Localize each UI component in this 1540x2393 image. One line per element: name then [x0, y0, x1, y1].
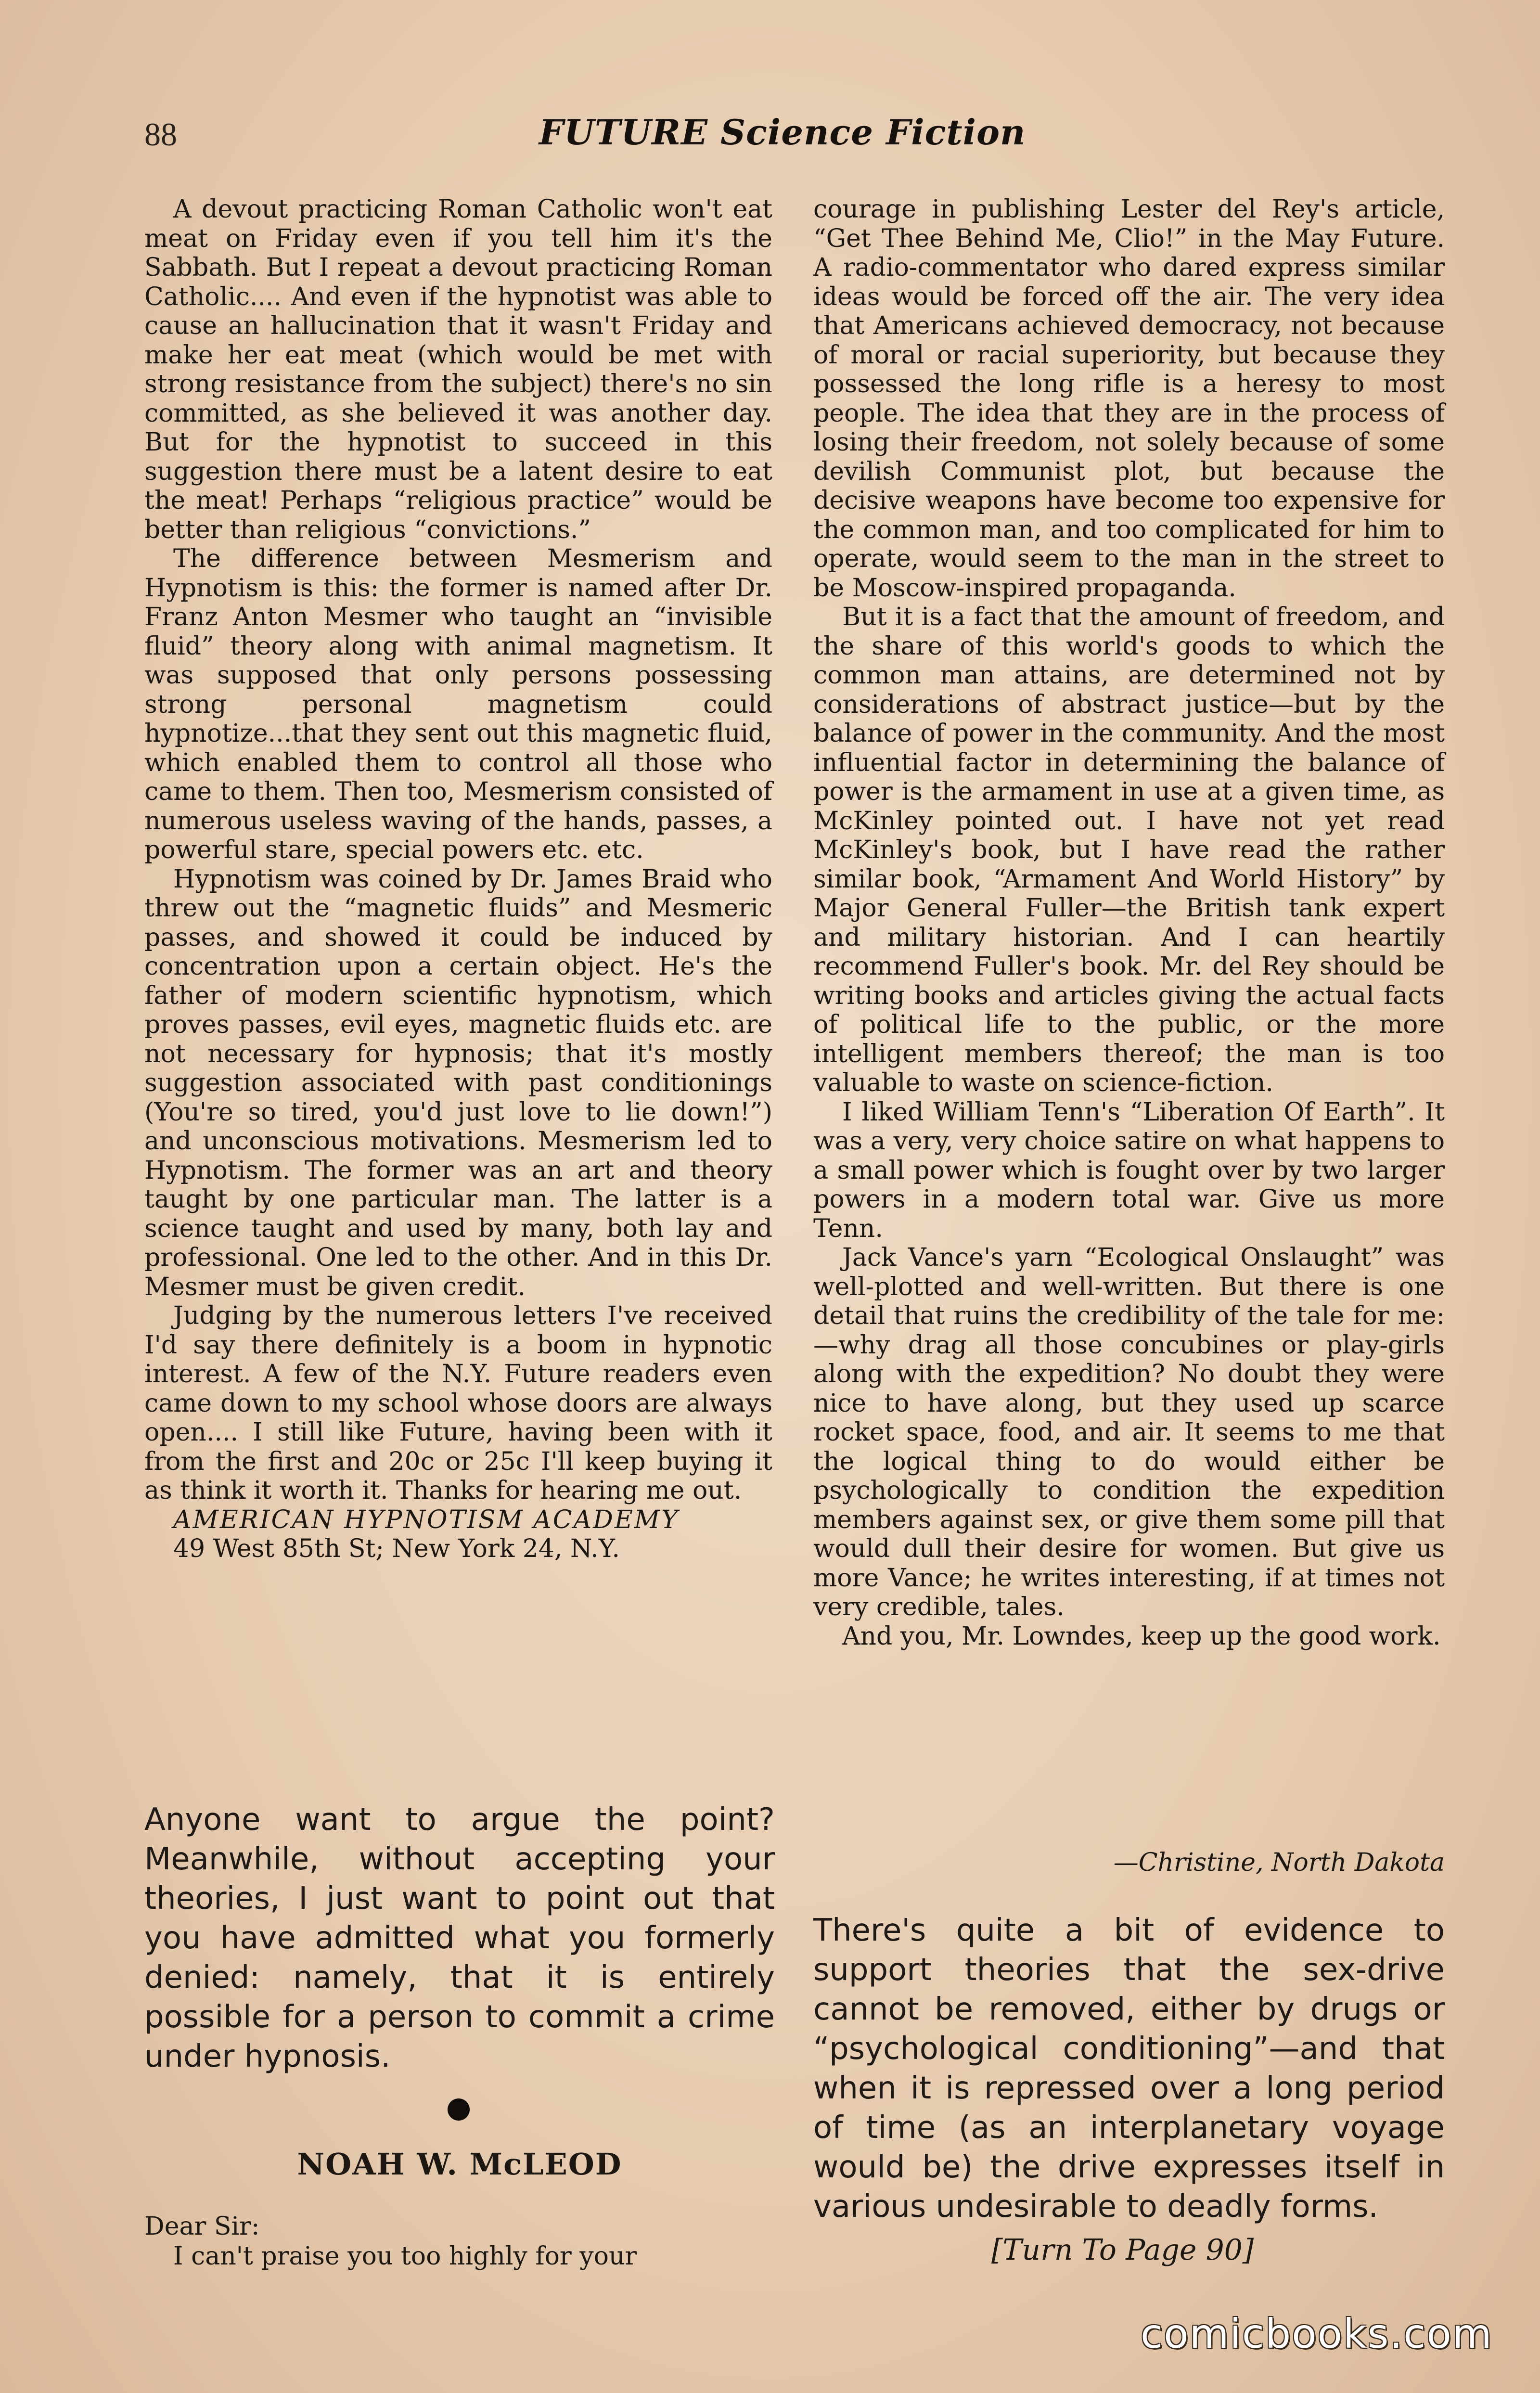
letter-opening: I can't praise you too highly for your [173, 2242, 637, 2271]
section-bullet [448, 2098, 470, 2121]
letter-paragraph: Jack Vance's yarn “Ecological Onslaught” was well-plotted and well-written. But there is one detail that ruins the credibility of the tale for me:—why drag all those concubines or play-girls along with the expedition? No doubt they were nice to have along, but they used up scarce rocket space, food, and air. It seems to me that the logical thing to do would either be psychologically to condition the expedition members against sex, or give them some pill that would dull their desire for women. But give us more Vance; he writes interesting, if at times not very credible, tales. [813, 1243, 1445, 1621]
signature-address: 49 West 85th St; New York 24, N.Y. [173, 1534, 620, 1563]
letter-paragraph: A devout practicing Roman Catholic won't eat meat on Friday even if you tell him it's the Sabbath. But I repeat a devout practicing Roman Catholic.... And even if the hypnotist was able to cause an hallucination that it wasn't Friday and make her eat meat (which would be met with strong resistance from the subject) there's no sin committed, as she believed it was another day. But for the hypnotist to succeed in this suggestion there must be a latent desire to eat the meat! Perhaps “religious practice” would be better than religious “convictions.” [144, 195, 772, 544]
letter-paragraph: And you, Mr. Lowndes, keep up the good work. [842, 1621, 1441, 1651]
editor-reply-left: Anyone want to argue the point? Meanwhile, without accepting your theories, I just want to point out that you have admitted what you formerly denied: namely, that it is entirely possible for a person to commit a crime under hypnosis. [144, 1802, 775, 2074]
letter-paragraph: Judging by the numerous letters I've received I'd say there definitely is a boom in hypnotic interest. A few of the N.Y. Future readers even came down to my school whose doors are always open.... I still like Future, having been with it from the first and 20c or 25c I'll keep buying it as think it worth it. Thanks for hearing me out. [144, 1301, 772, 1505]
watermark: comicbooks.com [1141, 2310, 1493, 2357]
letter-paragraph: Hypnotism was coined by Dr. James Braid who threw out the “magnetic fluids” and Mesmeric passes, and showed it could be induced by concentration upon a certain object. He's the father of modern scientific hypnotism, which proves passes, evil eyes, magnetic fluids etc. are not necessary for hypnosis; that it's mostly suggestion associated with past conditionings (You're so tired, you'd just love to lie down!”) and unconscious motivations. Mesmerism led to Hypnotism. The former was an art and theory taught by one particular man. The latter is a science taught and used by many, both lay and professional. One led to the other. And in this Dr. Mesmer must be given credit. [144, 864, 772, 1301]
next-letter-start [144, 2212, 772, 2271]
page-number: 88 [144, 116, 177, 153]
letter-paragraph: courage in publishing Lester del Rey's article, “Get Thee Behind Me, Clio!” in the May Future. A radio-commentator who dared express similar ideas would be forced off the air. The very idea that Americans achieved democracy, not because of moral or racial superiority, but because they possessed the long rifle is a heresy to most people. The idea that they are in the process of losing their freedom, not solely because of some devilish Communist plot, but because the decisive weapons have become too expensive for the common man, and too complicated for him to operate, would seem to the man in the street to be Moscow-inspired propaganda. [813, 195, 1445, 603]
letter-signature: —Christine, North Dakota [1113, 1848, 1445, 1877]
letter-author-heading: NOAH W. McLEOD [297, 2147, 622, 2182]
signature-name: AMERICAN HYPNOTISM ACADEMY [173, 1505, 680, 1534]
salutation: Dear Sir: [144, 2212, 260, 2241]
right-column [813, 195, 1445, 1651]
continuation-note: [Turn To Page 90] [991, 2233, 1254, 2267]
letter-paragraph: I liked William Tenn's “Liberation Of Earth”. It was a very, very choice satire on what happens to a small power which is fought over by two larger powers in a modern total war. Give us more Tenn. [813, 1097, 1445, 1243]
editor-reply-right: There's quite a bit of evidence to support theories that the sex-drive cannot be removed, either by drugs or “psychological conditioning”—and that when it is repressed over a long period of time (as an interplanetary voyage would be) the drive expresses itself in various undesirable to deadly forms. [813, 1913, 1445, 2225]
running-head: FUTURE Science Fiction [539, 112, 1026, 153]
left-column [144, 195, 772, 1564]
letter-paragraph: The difference between Mesmerism and Hypnotism is this: the former is named after Dr. Franz Anton Mesmer who taught an “invisible fluid” theory along with animal magnetism. It was supposed that only persons possessing strong personal magnetism could hypnotize...that they sent out this magnetic fluid, which enabled them to control all those who came to them. Then too, Mesmerism consisted of numerous useless waving of the hands, passes, a powerful stare, special powers etc. etc. [144, 544, 772, 864]
letter-paragraph: But it is a fact that the amount of freedom, and the share of this world's goods to which the common man attains, are determined not by considerations of abstract justice—but by the balance of power in the community. And the most influential factor in determining the balance of power is the armament in use at a given time, as McKinley pointed out. I have not yet read McKinley's book, but I have read the rather similar book, “Armament And World History” by Major General Fuller—the British tank expert and military historian. And I can heartily recommend Fuller's book. Mr. del Rey should be writing books and articles giving the actual facts of political life to the public, or the more intelligent members thereof; the man is too valuable to waste on science-fiction. [813, 603, 1445, 1097]
